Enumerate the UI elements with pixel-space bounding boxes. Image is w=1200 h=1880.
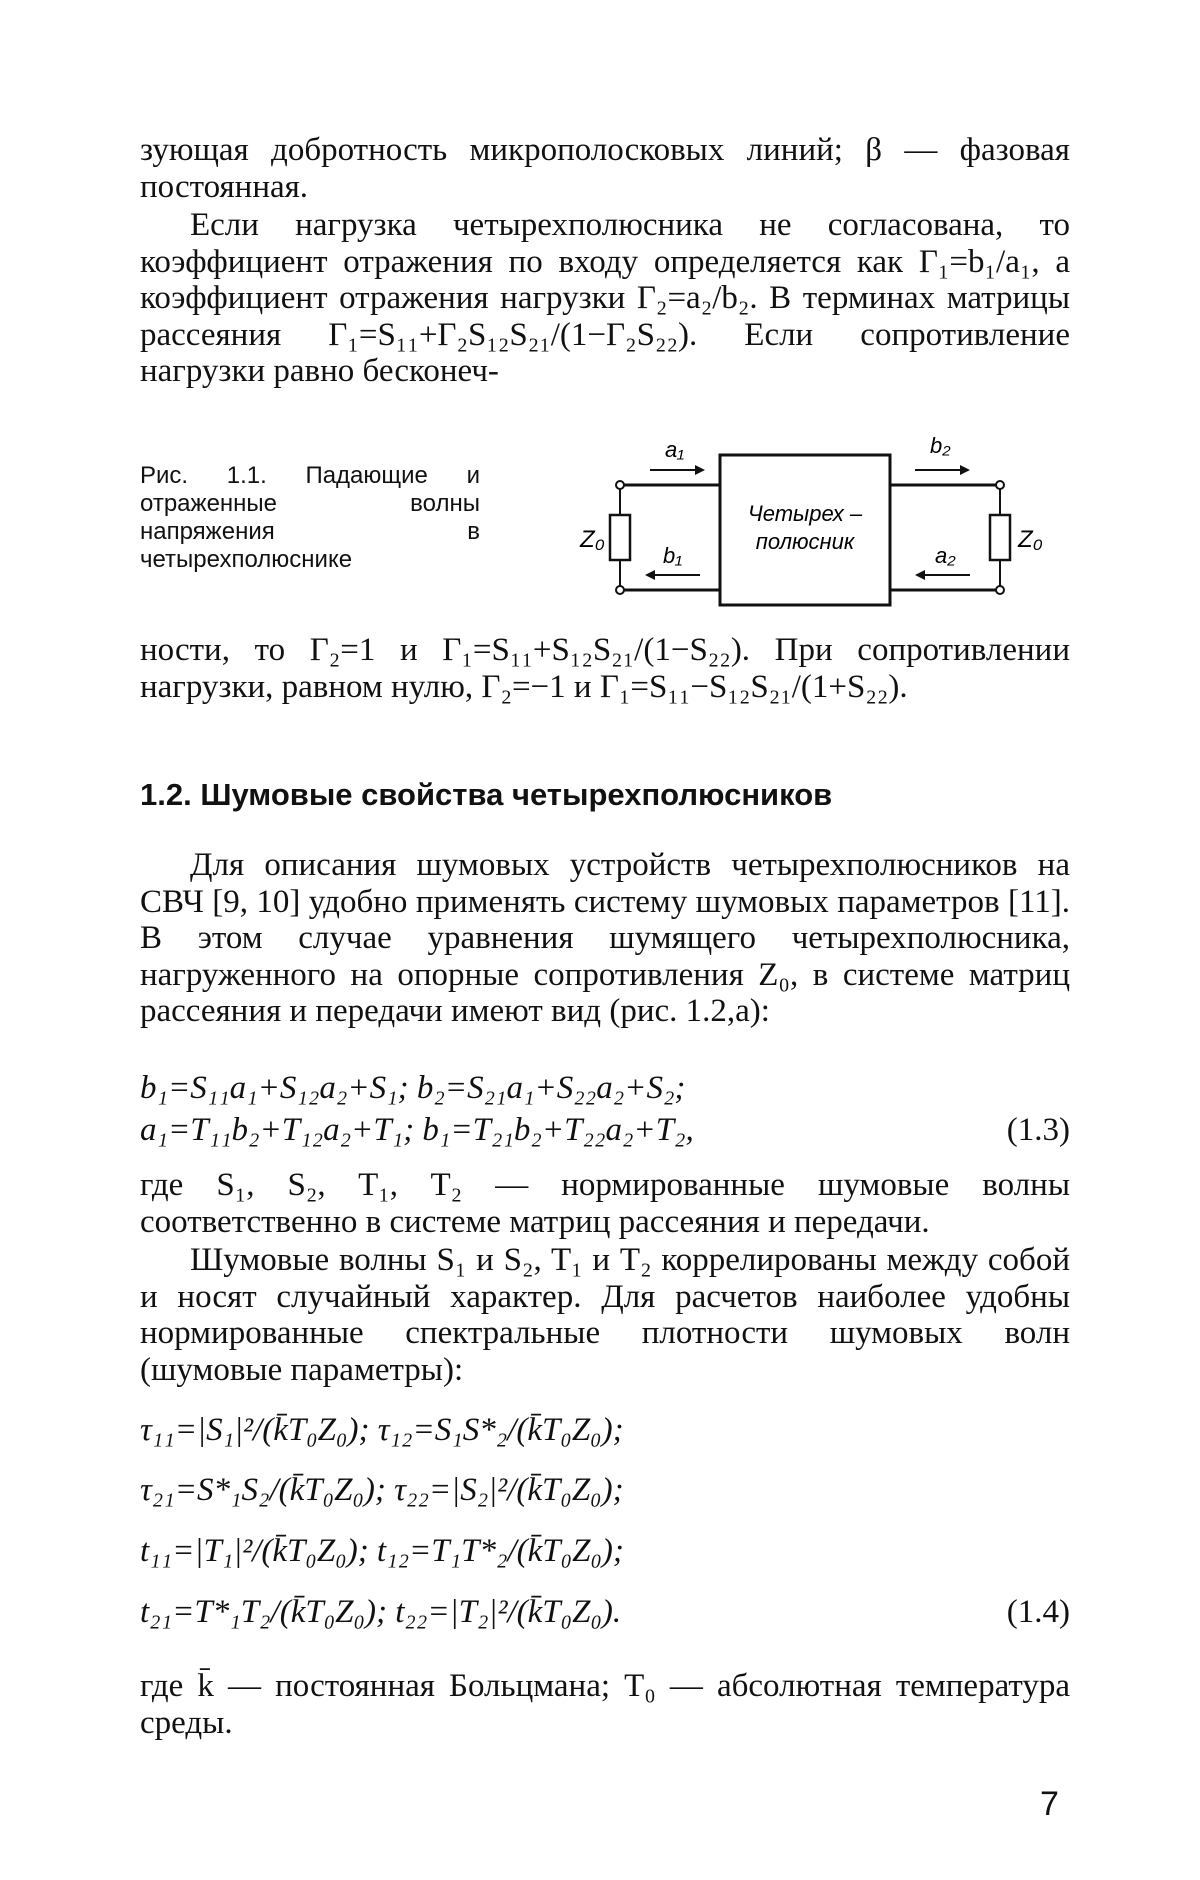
paragraph-7: где k̄ — постоянная Больцмана; T₀ — абсолютная температура среды. <box>140 1668 1070 1741</box>
wave-a1: a₁ <box>665 437 685 462</box>
equation-1-4-line-1: τ₁₁=|S₁|²/(k̄T₀Z₀); τ₁₂=S₁S*₂/(k̄T₀Z₀); <box>140 1412 624 1448</box>
equation-number-1-3: (1.3) <box>1006 1112 1070 1148</box>
equation-1-4-line-2: τ₂₁=S*₁S₂/(k̄T₀Z₀); τ₂₂=|S₂|²/(k̄T₀Z₀); <box>140 1472 624 1508</box>
equation-number-1-4: (1.4) <box>1006 1594 1070 1630</box>
wave-a2: a₂ <box>935 543 956 568</box>
paragraph-6: Шумовые волны S₁ и S₂, T₁ и T₂ коррелированы между собой и носят случайный характер. Для расчетов наиболее удобны нормированные спектральные плотности шумовых волн (шумовые параметры): <box>140 1242 1070 1388</box>
z-left-label: Z₀ <box>580 526 605 553</box>
figure-caption: Рис. 1.1. Падающие и отраженные волны напряжения в четырехполюснике <box>140 462 480 573</box>
box-label-1: Четырех – <box>747 501 863 526</box>
equation-1-3-line-1: b₁=S₁₁a₁+S₁₂a₂+S₁; b₂=S₂₁a₁+S₂₂a₂+S₂; <box>140 1070 686 1106</box>
paragraph-2: Если нагрузка четырехполюсника не согласована, то коэффициент отражения по входу определяется как Γ₁=b₁/a₁, а коэффициент отражения нагрузки Γ₂=a₂/b₂. В терминах матрицы рассеяния Γ₁=S₁₁+Γ₂S₁₂S₂₁/(1−Γ₂S₂₂). Если сопротивление нагрузки равно бесконеч- <box>140 207 1070 389</box>
section-heading: 1.2. Шумовые свойства четырехполюсников <box>140 777 833 812</box>
paragraph-3: ности, то Γ₂=1 и Γ₁=S₁₁+S₁₂S₂₁/(1−S₂₂). При сопротивлении нагрузки, равном нулю, Γ₂=−1 и Γ₁=S₁₁−S₁₂S₂₁/(1+S₂₂). <box>140 632 1070 705</box>
paragraph-4: Для описания шумовых устройств четырехполюсников на СВЧ [9, 10] удобно применять систему шумовых параметров [11]. В этом случае уравнения шумящего четырехполюсника, нагруженного на опорные сопротивления Z₀, в системе матриц рассеяния и передачи имеют вид (рис. 1.2,а): <box>140 847 1070 1029</box>
equation-1-4-line-4: t₂₁=T*₁T₂/(k̄T₀Z₀); t₂₂=|T₂|²/(k̄T₀Z₀). (1.4) <box>140 1594 1070 1630</box>
paragraph-5: где S₁, S₂, T₁, T₂ — нормированные шумовые волны соответственно в системе матриц рассеяния и передачи. <box>140 1167 1070 1240</box>
right-impedance <box>990 515 1010 560</box>
equation-1-4-line-3: t₁₁=|T₁|²/(k̄T₀Z₀); t₁₂=T₁T*₂/(k̄T₀Z₀); <box>140 1533 624 1569</box>
wave-b2: b₂ <box>930 433 951 458</box>
z-right-label: Z₀ <box>1018 526 1043 553</box>
equation-1-3-line-2: a₁=T₁₁b₂+T₁₂a₂+T₁; b₁=T₂₁b₂+T₂₂a₂+T₂, (1.3) <box>140 1112 1070 1148</box>
wave-b1: b₁ <box>663 543 683 568</box>
page-number: 7 <box>1040 1785 1059 1823</box>
paragraph-1: зующая добротность микрополосковых линий; β — фазовая постоянная. <box>140 132 1070 205</box>
two-port-diagram <box>560 425 1080 615</box>
box-label-2: полюсник <box>755 529 855 554</box>
left-impedance <box>610 515 630 560</box>
